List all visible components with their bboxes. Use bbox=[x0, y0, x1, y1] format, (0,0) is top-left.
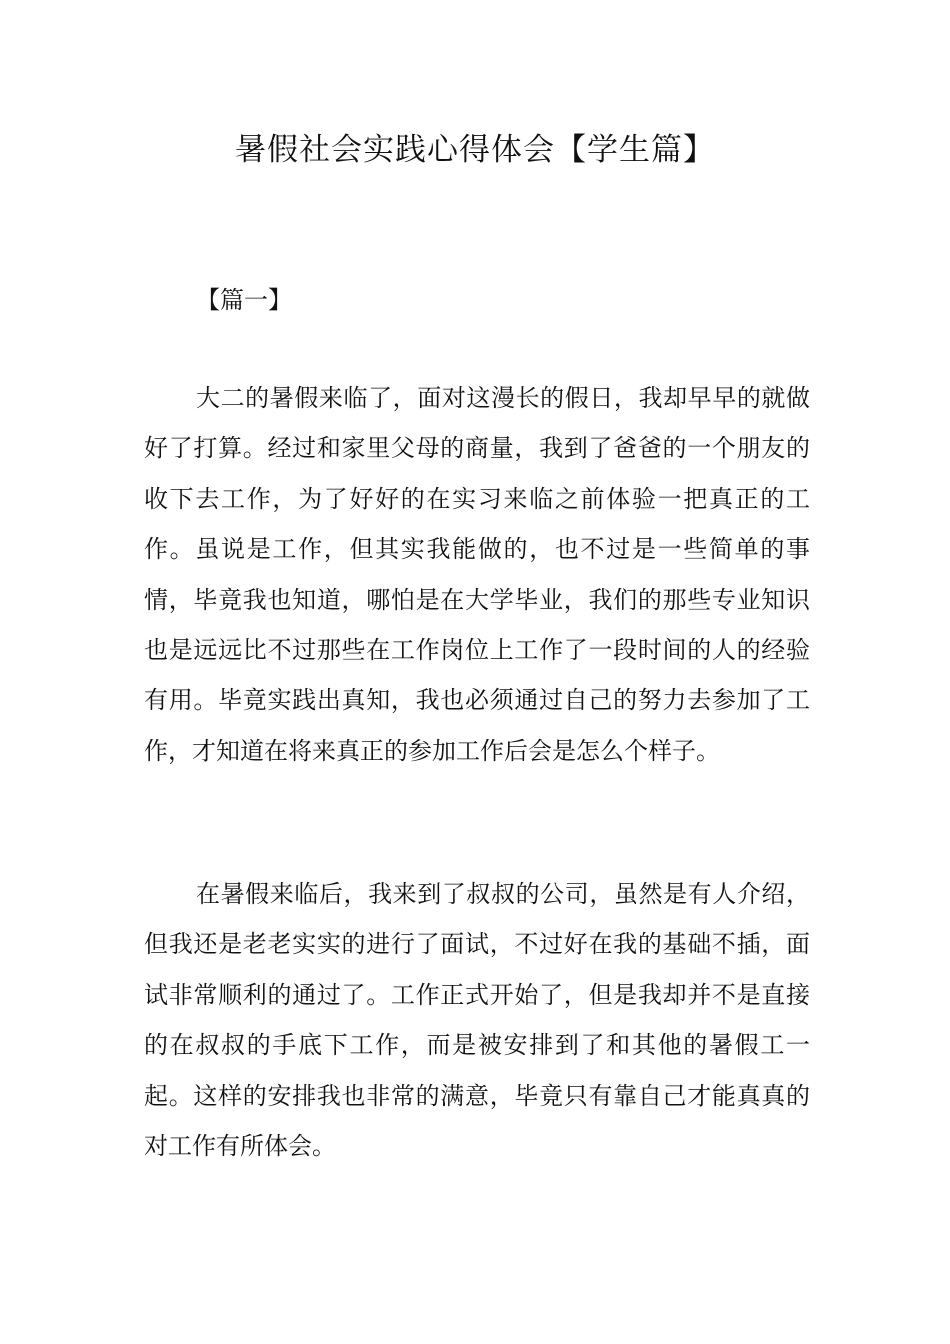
document-title: 暑假社会实践心得体会【学生篇】 bbox=[235, 132, 715, 168]
paragraph-1: 大二的暑假来临了，面对这漫长的假日，我却早早的就做好了打算。经过和家里父母的商量，我到了爸爸的一个朋友的收下去工作，为了好好的在实习来临之前体验一把真正的工作。虽说是工作，但其实我能做的，也不过是一些简单的事情，毕竟我也知道，哪怕是在大学毕业，我们的那些专业知识也是远远比不过那些在工作岗位上工作了一段时间的人的经验有用。毕竟实践出真知，我也必须通过自己的努力去参加了工作，才知道在将来真正的参加工作后会是怎么个样子。 bbox=[144, 384, 810, 765]
section-label: 【篇一】 bbox=[196, 286, 292, 314]
paragraph-2: 在暑假来临后，我来到了叔叔的公司，虽然是有人介绍，但我还是老老实实的进行了面试，不过好在我的基础不插，面试非常顺利的通过了。工作正式开始了，但是我却并不是直接的在叔叔的手底下工作，而是被安排到了和其他的暑假工一起。这样的安排我也非常的满意，毕竟只有靠自己才能真真的对工作有所体会。 bbox=[144, 880, 810, 1161]
